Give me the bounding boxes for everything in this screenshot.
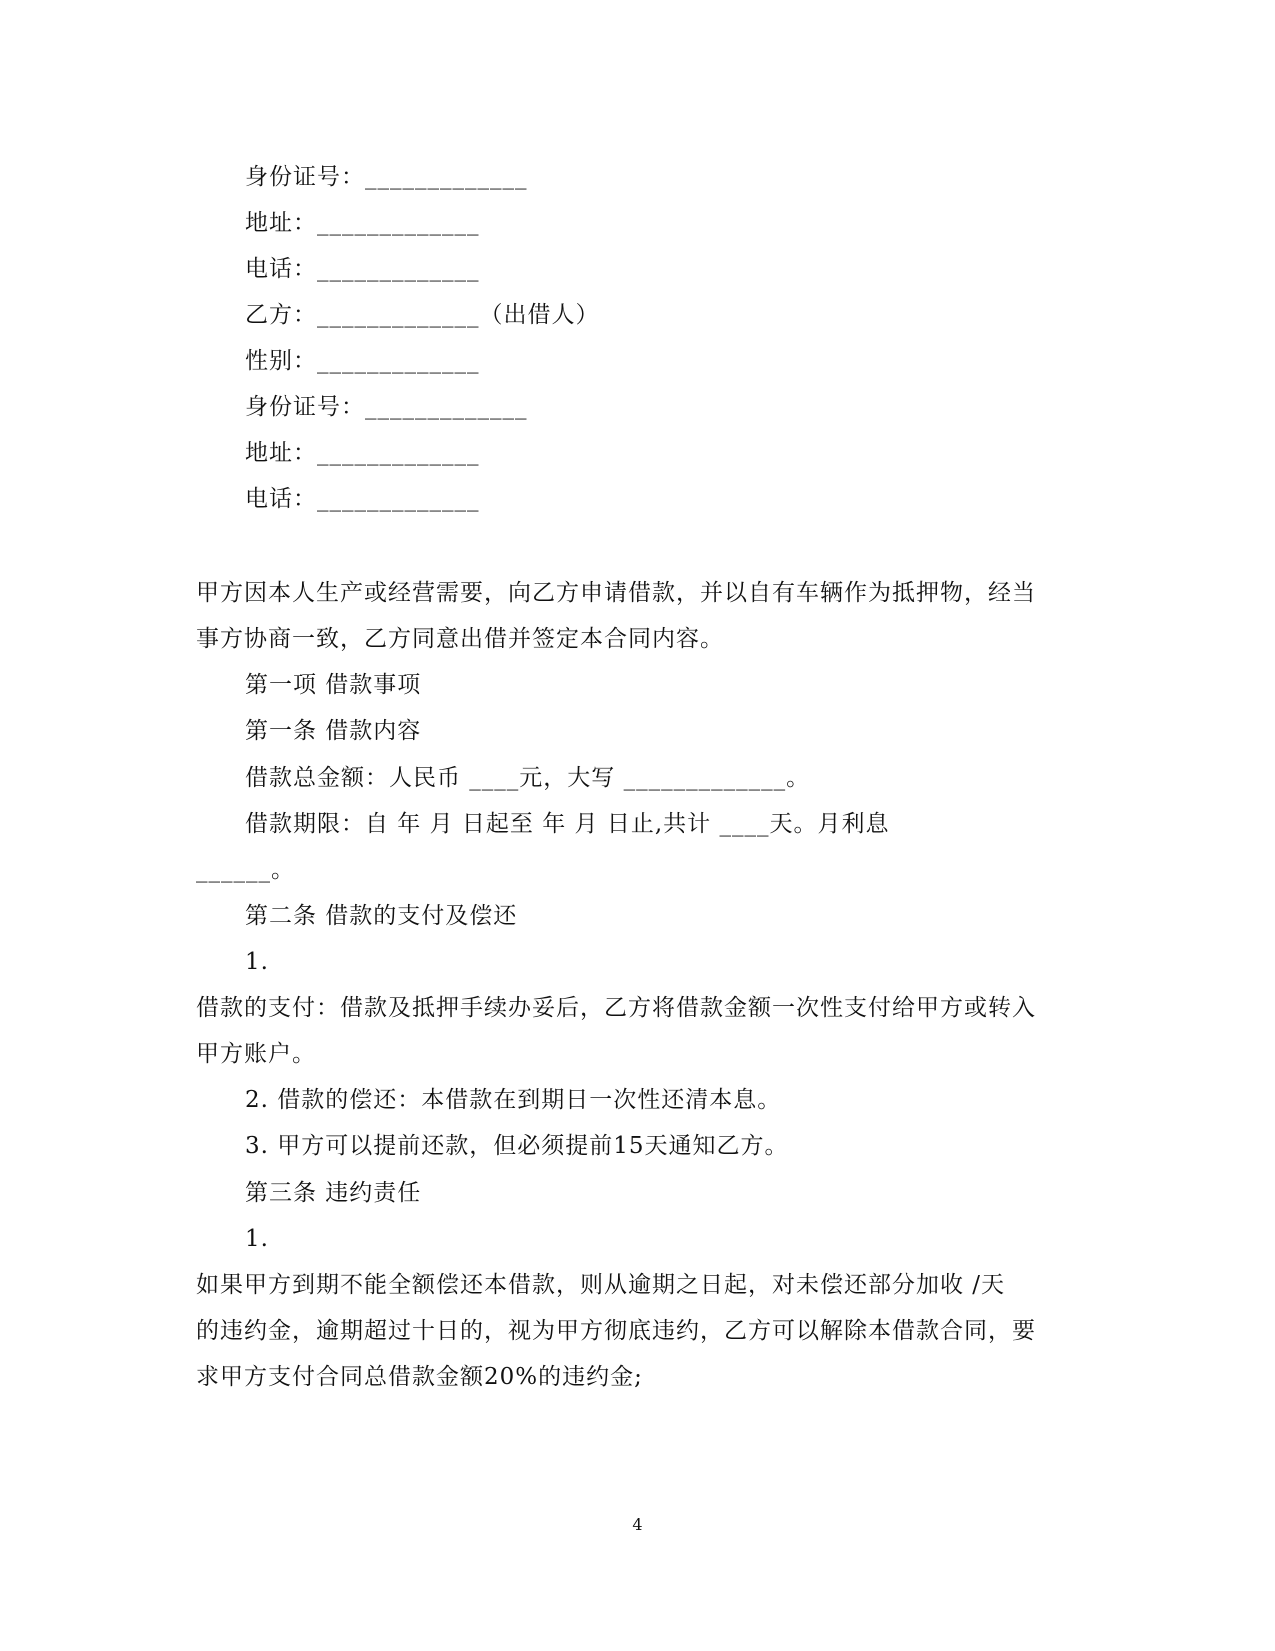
- payment-clause-line-1: 借款的支付：借款及抵押手续办妥后，乙方将借款金额一次性支付给甲方或转入: [196, 995, 1036, 1021]
- loan-term-line: 借款期限：自 年 月 日起至 年 月 日止,共计 ____天。月利息: [245, 811, 890, 837]
- id-number-line-party-b: 身份证号：_____________: [245, 394, 528, 420]
- breach-clause-line-2: 的违约金，逾期超过十日的，视为甲方彻底违约，乙方可以解除本借款合同，要: [196, 1318, 1036, 1344]
- article-heading-3: 第三条 违约责任: [245, 1180, 422, 1206]
- article-heading-1: 第一条 借款内容: [245, 718, 422, 744]
- payment-clause-line-2: 甲方账户。: [196, 1041, 316, 1067]
- repayment-clause: 2. 借款的偿还：本借款在到期日一次性还清本息。: [245, 1087, 782, 1113]
- early-repayment-clause: 3. 甲方可以提前还款，但必须提前15天通知乙方。: [245, 1133, 789, 1159]
- preamble-line-2: 事方协商一致，乙方同意出借并签定本合同内容。: [196, 626, 724, 652]
- phone-line-party-a: 电话：_____________: [245, 256, 480, 282]
- preamble-line-1: 甲方因本人生产或经营需要，向乙方申请借款，并以自有车辆作为抵押物，经当: [196, 580, 1036, 606]
- monthly-interest-blank: ______。: [196, 857, 295, 883]
- id-number-line-party-a: 身份证号：_____________: [245, 164, 528, 190]
- list-number-1: 1.: [245, 949, 269, 975]
- breach-clause-line-1: 如果甲方到期不能全额偿还本借款，则从逾期之日起，对未偿还部分加收 /天: [196, 1272, 1006, 1298]
- article-heading-2: 第二条 借款的支付及偿还: [245, 903, 518, 929]
- party-b-line: 乙方：_____________（出借人）: [245, 302, 600, 328]
- gender-line-party-b: 性别：_____________: [245, 348, 480, 374]
- list-number-1-breach: 1.: [245, 1226, 269, 1252]
- breach-clause-line-3: 求甲方支付合同总借款金额20%的违约金;: [196, 1364, 643, 1390]
- page-number: 4: [632, 1515, 643, 1534]
- address-line-party-a: 地址：_____________: [245, 210, 480, 236]
- phone-line-party-b: 电话：_____________: [245, 486, 480, 512]
- address-line-party-b: 地址：_____________: [245, 440, 480, 466]
- loan-amount-line: 借款总金额：人民币 ____元，大写 _____________。: [245, 765, 811, 791]
- section-heading-1: 第一项 借款事项: [245, 672, 422, 698]
